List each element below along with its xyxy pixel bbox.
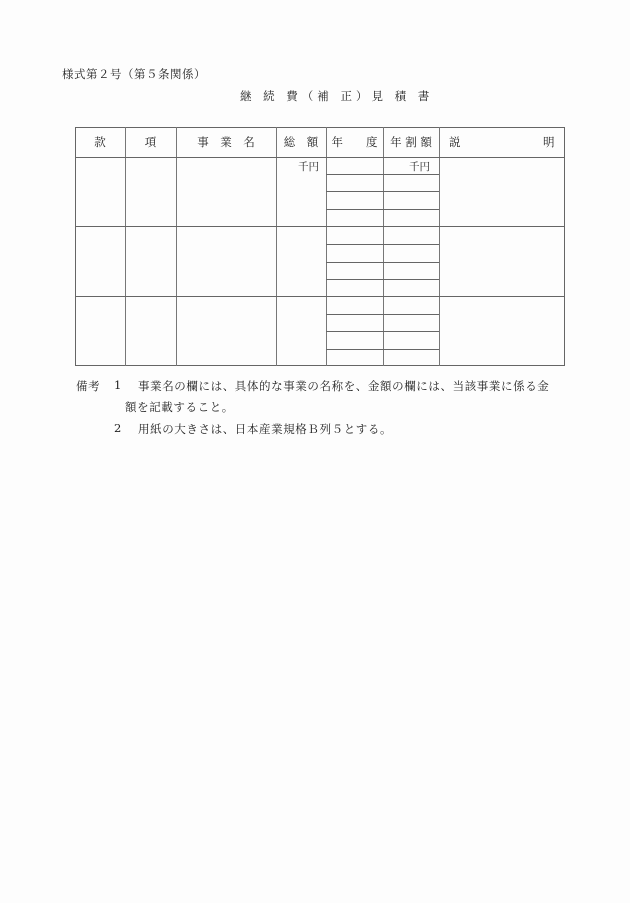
document-title: 継 続 費（補 正）見 積 書 (240, 89, 434, 103)
row-divider (326, 262, 439, 263)
header-nendo: 年 度 (331, 135, 378, 149)
row-divider (326, 244, 439, 245)
header-kan: 款 (94, 135, 106, 149)
group-divider (75, 296, 565, 297)
col-divider (176, 127, 177, 366)
col-divider (439, 127, 440, 366)
unit-sougaku: 千円 (298, 161, 319, 173)
row-divider (326, 191, 439, 192)
form-number: 様式第２号（第５条関係） (62, 67, 206, 81)
row-divider (326, 331, 439, 332)
row-divider (326, 174, 439, 175)
row-divider (326, 314, 439, 315)
col-divider (276, 127, 277, 366)
header-kou: 項 (144, 135, 157, 149)
note-number: 1 (114, 378, 122, 392)
header-divider (75, 157, 565, 158)
header-nenwari-gaku: 年 割 額 (390, 135, 432, 149)
row-divider (326, 279, 439, 280)
note-text: 事業名の欄には、具体的な事業の名称を、金額の欄には、当該事業に係る金 (138, 379, 550, 393)
col-divider (125, 127, 126, 366)
header-jigyou-mei: 事 業 名 (197, 135, 255, 149)
note-text: 用紙の大きさは、日本産業規格Ｂ列５とする。 (138, 422, 393, 436)
notes-label: 備考 (76, 379, 101, 393)
row-divider (326, 349, 439, 350)
note-text-continued: 額を記載すること。 (125, 400, 234, 414)
header-sougaku: 総 額 (283, 135, 319, 149)
header-setsumei-right: 明 (543, 135, 555, 149)
unit-nenwari-gaku: 千円 (409, 161, 430, 173)
header-setsumei-left: 説 (449, 135, 461, 149)
note-number: 2 (114, 421, 122, 435)
row-divider (326, 209, 439, 210)
group-divider (75, 226, 565, 227)
table-border (75, 127, 565, 366)
